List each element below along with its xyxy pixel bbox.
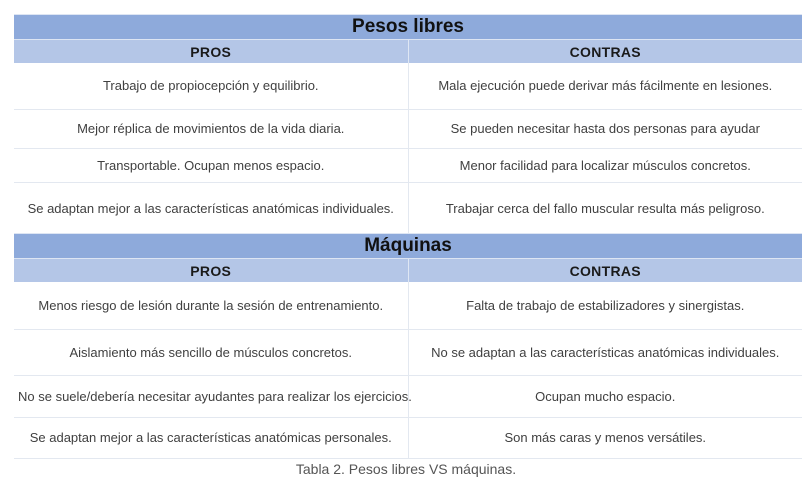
- contra-cell: Mala ejecución puede derivar más fácilmente en lesiones.: [408, 63, 802, 109]
- machines-table: [14, 233, 802, 459]
- contra-cell: Menor facilidad para localizar músculos concretos.: [408, 148, 802, 182]
- contra-cell: Son más caras y menos versátiles.: [408, 417, 802, 458]
- pro-cell: Mejor réplica de movimientos de la vida diaria.: [14, 109, 408, 148]
- pros-header: PROS: [14, 40, 408, 64]
- contra-cell: Ocupan mucho espacio.: [408, 375, 802, 417]
- table-row: [14, 329, 802, 375]
- free-weights-table: [14, 14, 802, 236]
- table-row: [14, 148, 802, 182]
- table-title-row: [14, 15, 802, 40]
- table-row: [14, 63, 802, 109]
- table-title-row: [14, 234, 802, 259]
- contra-cell: Se pueden necesitar hasta dos personas para ayudar: [408, 109, 802, 148]
- table-row: [14, 182, 802, 235]
- table-title: Máquinas: [14, 234, 802, 259]
- contras-header: CONTRAS: [408, 40, 802, 64]
- table-title: Pesos libres: [14, 15, 802, 40]
- pro-cell: Trabajo de propiocepción y equilibrio.: [14, 63, 408, 109]
- table-caption: Tabla 2. Pesos libres VS máquinas.: [295, 461, 517, 477]
- pro-cell: Se adaptan mejor a las características anatómicas individuales.: [14, 182, 408, 235]
- contras-header: CONTRAS: [408, 259, 802, 283]
- contra-cell: Trabajar cerca del fallo muscular resulta más peligroso.: [408, 182, 802, 235]
- pro-cell: Aislamiento más sencillo de músculos concretos.: [14, 329, 408, 375]
- pro-cell: Menos riesgo de lesión durante la sesión de entrenamiento.: [14, 282, 408, 329]
- contra-cell: Falta de trabajo de estabilizadores y sinergistas.: [408, 282, 802, 329]
- pros-header: PROS: [14, 259, 408, 283]
- table-row: [14, 375, 802, 417]
- column-header-row: [14, 40, 802, 64]
- pro-cell: No se suele/debería necesitar ayudantes para realizar los ejercicios.: [14, 375, 408, 417]
- pro-cell: Transportable. Ocupan menos espacio.: [14, 148, 408, 182]
- table-row: [14, 417, 802, 458]
- table-row: [14, 282, 802, 329]
- column-header-row: [14, 259, 802, 283]
- pro-cell: Se adaptan mejor a las características anatómicas personales.: [14, 417, 408, 458]
- table-row: [14, 109, 802, 148]
- contra-cell: No se adaptan a las características anatómicas individuales.: [408, 329, 802, 375]
